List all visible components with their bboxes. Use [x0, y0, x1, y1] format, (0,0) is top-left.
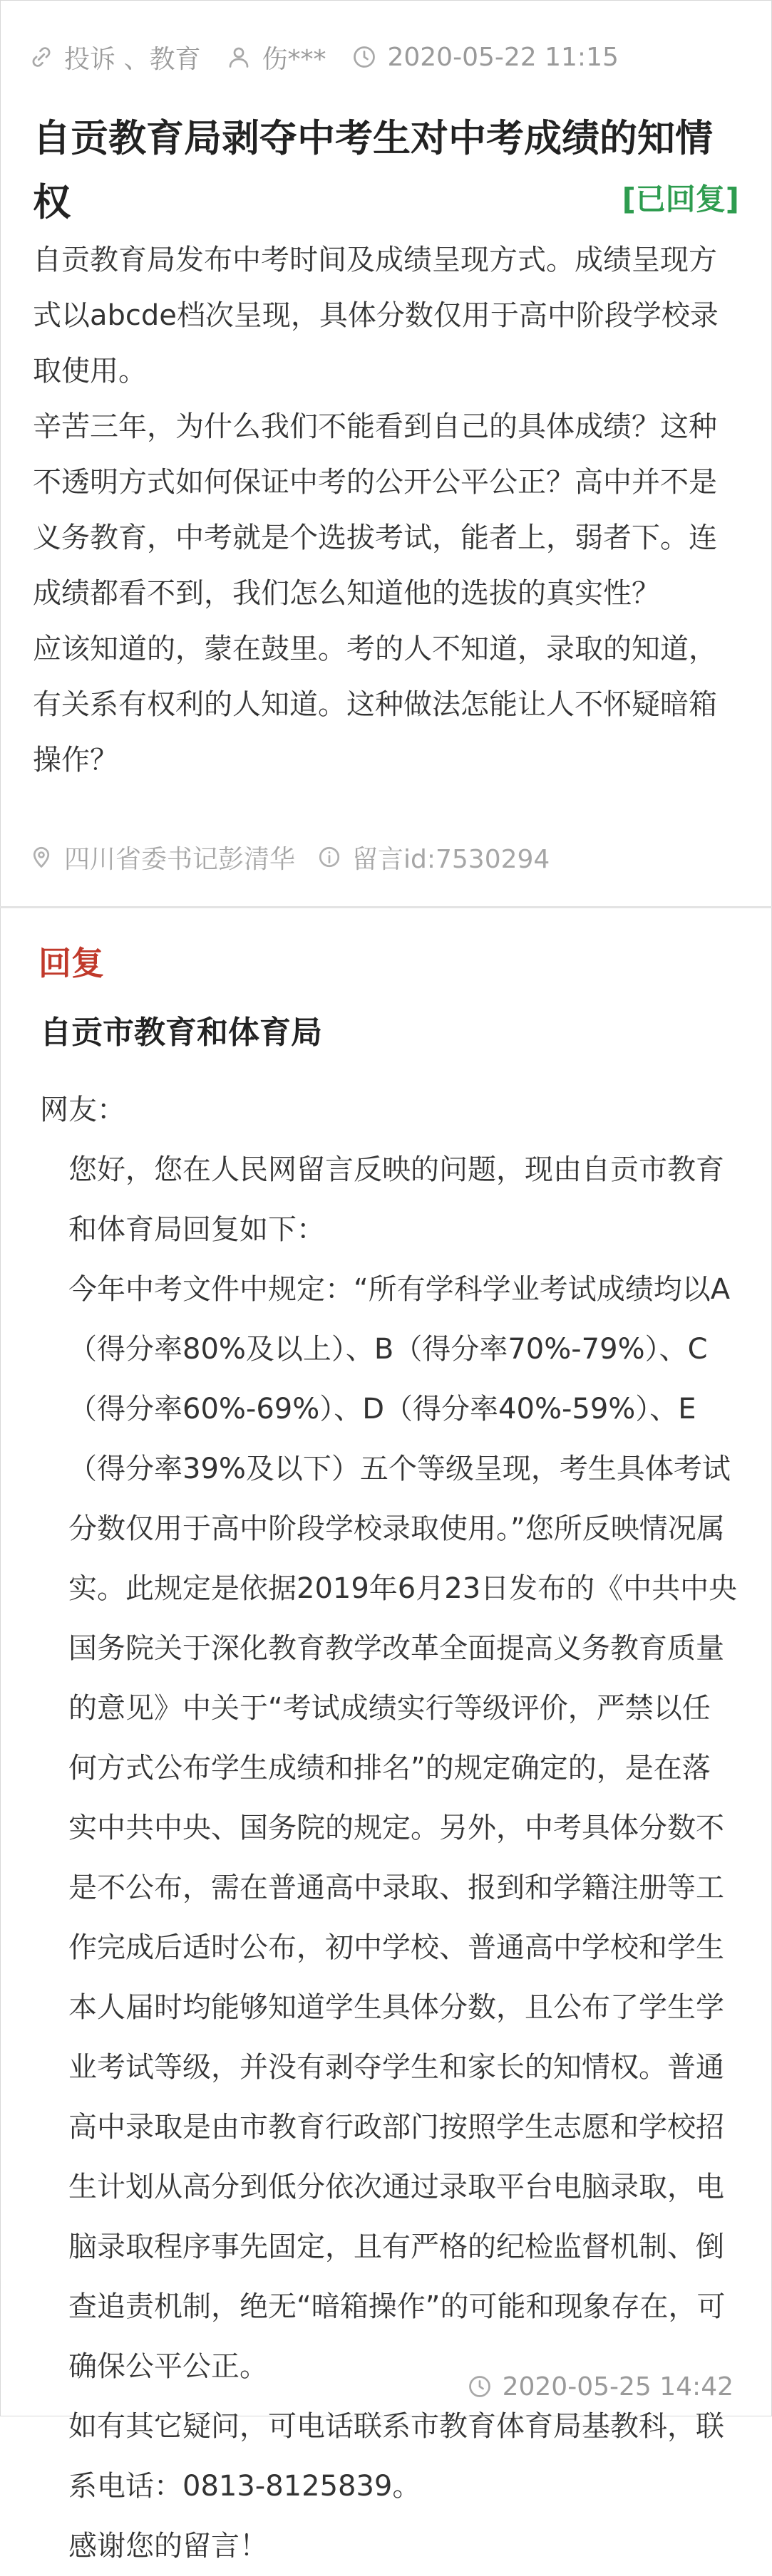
message-meta: [29, 37, 619, 77]
message-id-text: 留言id:7530294: [352, 844, 550, 874]
reply-content: [40, 1080, 738, 2576]
meta-author-text: 伤***: [262, 44, 326, 74]
meta-time: [351, 43, 618, 72]
meta-category[interactable]: [29, 39, 200, 76]
clock-icon: [467, 2374, 493, 2399]
recipient[interactable]: [29, 839, 295, 876]
info-icon: [316, 844, 342, 870]
message-footer: [29, 837, 550, 877]
message-paragraph: 应该知道的，蒙在鼓里。考的人不知道，录取的知道，有关系有权利的人知道。这种做法怎能让人不怀疑暗箱操作？: [33, 633, 717, 777]
reply-time: [467, 2367, 734, 2406]
reply-organization: 自贡市教育和体育局: [40, 1014, 322, 1051]
message-content: [33, 232, 741, 788]
message-paragraph: 自贡教育局发布中考时间及成绩呈现方式。成绩呈现方式以abcde档次呈现，具体分数仅用于高中阶段学校录取使用。: [33, 244, 719, 388]
clock-icon: [351, 44, 377, 70]
reply-greeting: 网友：: [40, 1094, 125, 1126]
user-icon: [226, 44, 252, 70]
reply-time-text: 2020-05-25 14:42: [502, 2372, 734, 2401]
reply-paragraph: 感谢您的留言！: [68, 2530, 268, 2562]
message-id: [316, 839, 550, 876]
meta-category-text: 投诉 、教育: [64, 44, 201, 74]
tag-icon: [29, 44, 54, 70]
message-paragraph: 辛苦三年，为什么我们不能看到自己的具体成绩？这种不透明方式如何保证中考的公开公平公正？高中并不是义务教育，中考就是个选拔考试，能者上，弱者下。连成绩都看不到，我们怎么知道他的选拔的真实性？: [33, 410, 717, 610]
status-badge: [已回复]: [622, 182, 739, 217]
message-title: 自贡教育局剥夺中考生对中考成绩的知情权: [33, 117, 713, 224]
reply-paragraph: 今年中考文件中规定：“所有学科学业考试成绩均以A（得分率80%及以上）、B（得分率70%-79%）、C（得分率60%-69%）、D（得分率40%-59%）、E（得分率39%及以下）五个等级呈现，考生具体考试分数仅用于高中阶段学校录取使用。”您所反映情况属实。此规定是依据2019年6月23日发布的《中共中央国务院关于深化教育教学改革全面提高义务教育质量的意见》中关于“考试成绩实行等级评价，严禁以任何方式公布学生成绩和排名”的规定确定的，是在落实中共中央、国务院的规定。另外，中考具体分数不是不公布，需在普通高中录取、报到和学籍注册等工作完成后适时公布，初中学校、普通高中学校和学生本人届时均能够知道学生具体分数，且公布了学生学业考试等级，并没有剥夺学生和家长的知情权。普通高中录取是由市教育行政部门按照学生志愿和学校招生计划从高分到低分依次通过录取平台电脑录取，电脑录取程序事先固定，且有严格的纪检监督机制、倒查追责机制，绝无“暗箱操作”的可能和现象存在，可确保公平公正。: [68, 1273, 738, 2383]
reply-paragraph: 如有其它疑问，可电话联系市教育体育局基教科，联系电话：0813-8125839。: [68, 2410, 724, 2503]
reply-heading: 回复: [38, 944, 104, 982]
location-pin-icon: [29, 844, 54, 870]
meta-author: [226, 39, 326, 76]
meta-time-text: 2020-05-22 11:15: [387, 42, 619, 72]
recipient-text: 四川省委书记彭清华: [64, 844, 296, 874]
section-divider: [0, 906, 772, 908]
reply-paragraph: 您好，您在人民网留言反映的问题，现由自贡市教育和体育局回复如下：: [68, 1153, 724, 1246]
